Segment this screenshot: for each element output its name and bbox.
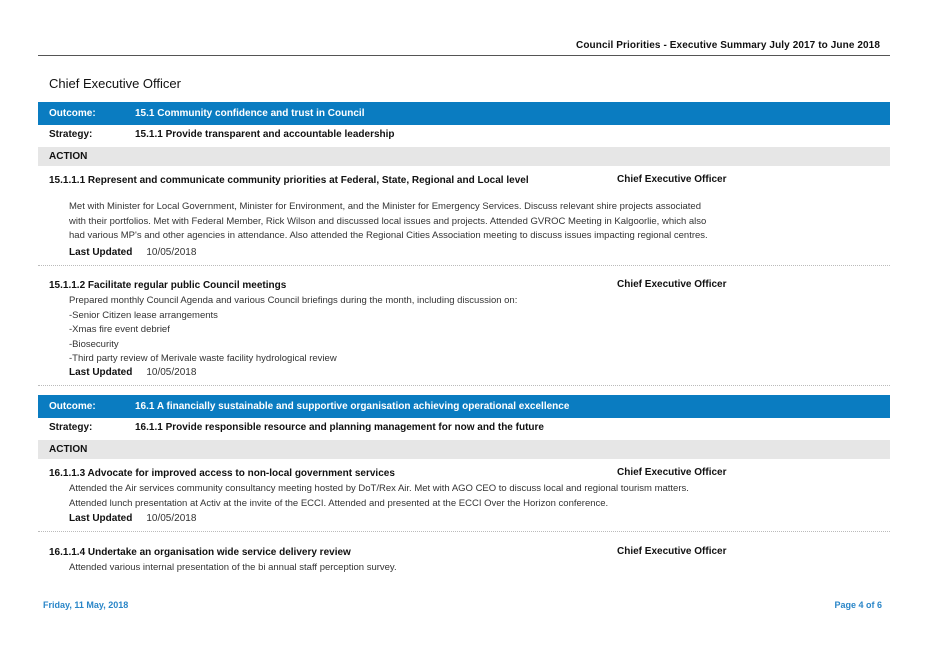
last-updated-label: Last Updated: [69, 513, 133, 524]
footer-date: Friday, 11 May, 2018: [43, 600, 129, 610]
outcome-label: Outcome:: [49, 401, 96, 412]
strategy-label: Strategy:: [49, 422, 93, 433]
last-updated-label: Last Updated: [69, 367, 133, 378]
action-item-title: 15.1.1.2 Facilitate regular public Council meetings: [49, 280, 287, 291]
action-item-comment: [69, 200, 819, 244]
last-updated-date: 10/05/2018: [146, 247, 197, 258]
strategy-row: [38, 418, 890, 438]
outcome-bar: [38, 395, 890, 418]
action-header: [38, 147, 890, 166]
outcome-value: 15.1 Community confidence and trust in Council: [135, 108, 365, 119]
header-divider: [38, 55, 890, 56]
action-label: ACTION: [49, 151, 88, 162]
comment-line: -Biosecurity: [69, 338, 119, 350]
outcome-value: 16.1 A financially sustainable and supportive organisation achieving operational excellence: [135, 401, 570, 412]
action-header: [38, 440, 890, 459]
action-item-comment: [69, 561, 819, 576]
comment-line: Attended various internal presentation of the bi annual staff perception survey.: [69, 562, 397, 573]
last-updated: [69, 247, 196, 258]
outcome-bar: [38, 102, 890, 125]
action-item-owner: Chief Executive Officer: [617, 546, 727, 557]
item-separator: [38, 385, 890, 386]
comment-line: -Third party review of Merivale waste facility hydrological review: [69, 353, 337, 364]
action-item-title: 16.1.1.3 Advocate for improved access to non-local government services: [49, 468, 395, 479]
footer-page-number: Page 4 of 6: [834, 600, 882, 610]
action-item-owner: Chief Executive Officer: [617, 279, 727, 290]
section-title: Chief Executive Officer: [49, 76, 181, 91]
strategy-row: [38, 125, 890, 145]
comment-line: -Senior Citizen lease arrangements: [69, 309, 218, 321]
comment-line: -Xmas fire event debrief: [69, 324, 170, 335]
comment-line: had various MP's and other agencies in attendance. Also attended the Regional Cities Association meeting to discuss issues impacting regional centres.: [69, 230, 708, 241]
last-updated-label: Last Updated: [69, 247, 133, 258]
item-separator: [38, 531, 890, 532]
comment-line: Attended the Air services community consultancy meeting hosted by DoT/Rex Air. Met with AGO CEO to discuss local and regional tourism matters.: [69, 483, 689, 494]
action-item-comment: [69, 482, 819, 511]
comment-line: Prepared monthly Council Agenda and various Council briefings during the month, including discussion on:: [69, 295, 518, 306]
comment-line: with their portfolios. Met with Federal Member, Rick Wilson and discussed local issues and projects. Attended GVROC Meeting in Kalgoorlie, which also: [69, 215, 707, 227]
strategy-value: 16.1.1 Provide responsible resource and planning management for now and the future: [135, 422, 544, 433]
strategy-value: 15.1.1 Provide transparent and accountable leadership: [135, 129, 395, 140]
action-item-owner: Chief Executive Officer: [617, 174, 727, 185]
action-item-title: 16.1.1.4 Undertake an organisation wide service delivery review: [49, 547, 351, 558]
last-updated-date: 10/05/2018: [146, 513, 197, 524]
strategy-label: Strategy:: [49, 129, 93, 140]
last-updated: [69, 367, 196, 378]
action-label: ACTION: [49, 444, 88, 455]
comment-line: Met with Minister for Local Government, Minister for Environment, and the Minister for Emergency Services. Discuss relevant shire projects associated: [69, 201, 701, 212]
action-item-comment: [69, 294, 819, 367]
item-separator: [38, 265, 890, 266]
action-item-title: 15.1.1.1 Represent and communicate community priorities at Federal, State, Regional and Local level: [49, 175, 529, 186]
outcome-label: Outcome:: [49, 108, 96, 119]
action-item-owner: Chief Executive Officer: [617, 467, 727, 478]
comment-line: Attended lunch presentation at Activ at the invite of the ECCI. Attended and presented at the ECCI Over the Horizon conference.: [69, 497, 609, 509]
last-updated: [69, 513, 196, 524]
report-header-title: Council Priorities - Executive Summary July 2017 to June 2018: [576, 40, 880, 51]
last-updated-date: 10/05/2018: [146, 367, 197, 378]
